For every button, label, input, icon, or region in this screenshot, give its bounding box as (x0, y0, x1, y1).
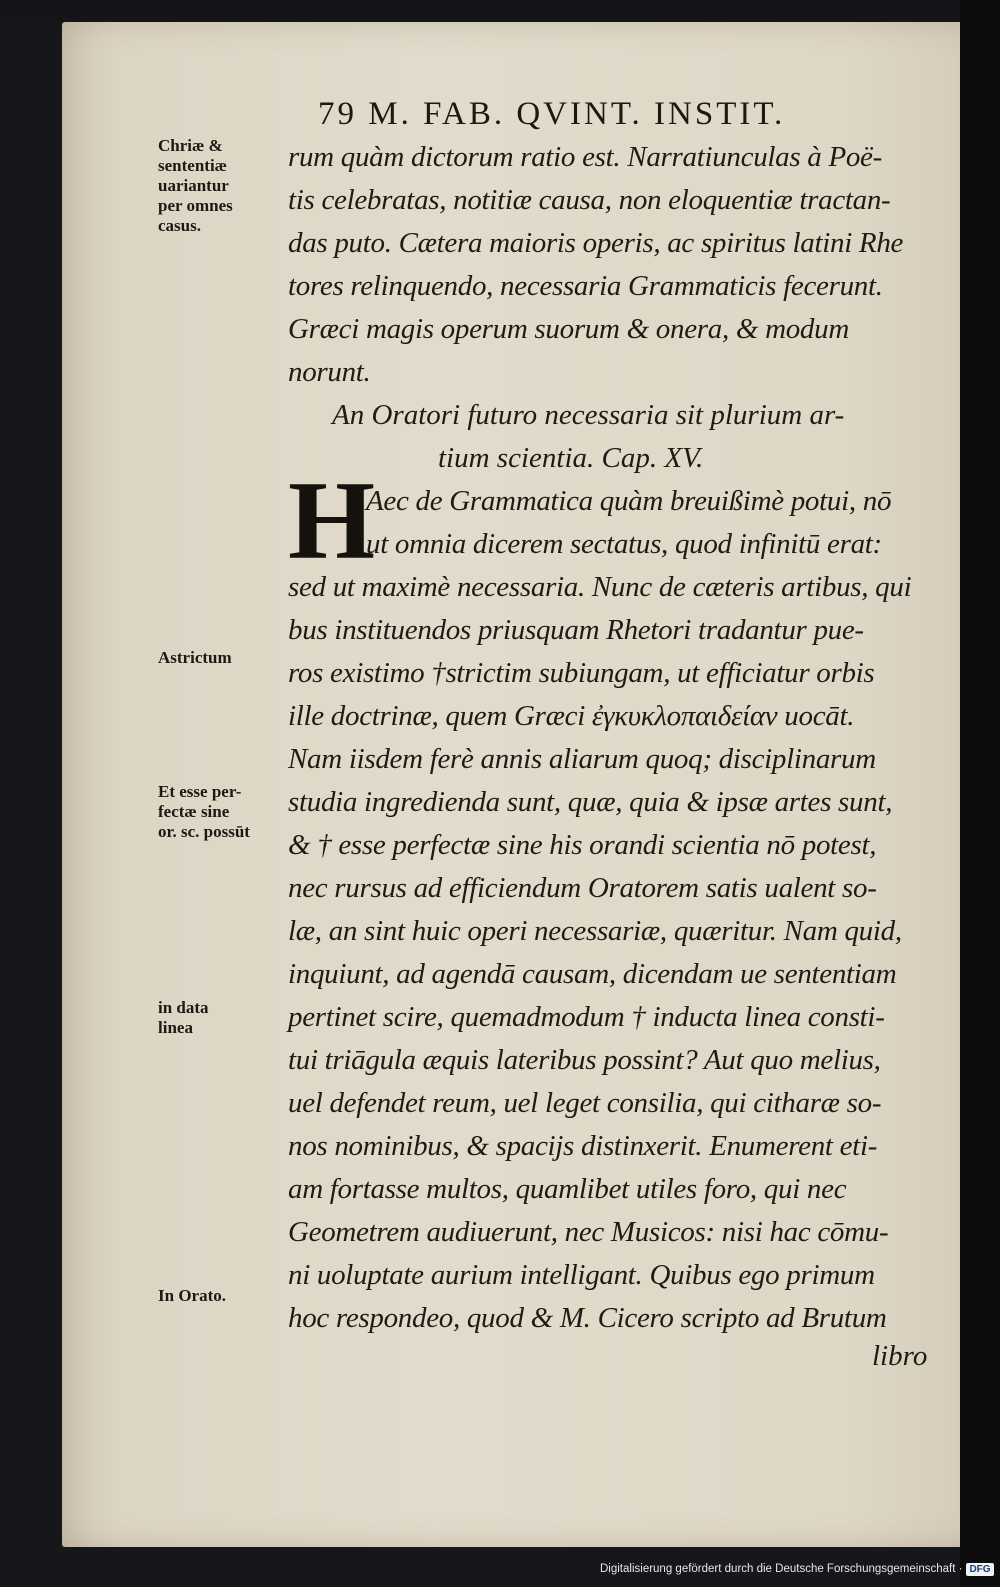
text-line: pertinet scire, quemadmodum † inducta linea consti- (288, 1001, 885, 1033)
text-line: tui triāgula æquis lateribus possint? Aut quo melius, (288, 1044, 881, 1076)
text-line: læ, an sint huic operi necessariæ, quæritur. Nam quid, (288, 915, 902, 947)
text-line: ille doctrinæ, quem Græci ἐγκυκλοπαιδείαν uocāt. (288, 700, 855, 732)
text-line: Aec de Grammatica quàm breuißimè potui, nō (366, 485, 892, 517)
text-line: tores relinquendo, necessaria Grammaticis fecerunt. (288, 270, 883, 302)
text-line: ni uoluptate aurium intelligant. Quibus ego primum (288, 1259, 875, 1291)
marginal-note: in data linea (158, 998, 209, 1037)
text-line: & † esse perfectæ sine his orandi scientia nō potest, (288, 829, 877, 861)
text-line: das puto. Cætera maioris operis, ac spiritus latini Rhe (288, 227, 904, 259)
main-text-block (288, 136, 960, 1340)
text-line: inquiunt, ad agendā causam, dicendam ue sententiam (288, 958, 897, 990)
text-line: ut omnia dicerem sectatus, quod infinitū erat: (366, 528, 882, 560)
marginal-note: Astrictum (158, 648, 232, 667)
scan-top-band (0, 0, 1000, 22)
marginal-note: Chriæ & sententiæ uariantur per omnes casus. (158, 136, 233, 235)
text-line: rum quàm dictorum ratio est. Narratiunculas à Poë- (288, 141, 882, 173)
dfg-logo-icon: DFG (966, 1563, 993, 1576)
text-line: nos nominibus, & spacijs distinxerit. Enumerent eti- (288, 1130, 878, 1162)
drop-cap-initial: H (288, 459, 376, 583)
credit-text: Digitalisierung gefördert durch die Deutsche Forschungsgemeinschaft · (600, 1563, 963, 1575)
marginal-note: In Orato. (158, 1286, 226, 1305)
scan-right-edge (960, 0, 1000, 1587)
text-line: Græci magis operum suorum & onera, & modum (288, 313, 849, 345)
chapter-title-line: An Oratori futuro necessaria sit plurium ar- (332, 399, 845, 431)
chapter-title-line: tium scientia. Cap. XV. (438, 442, 704, 474)
text-line: sed ut maximè necessaria. Nunc de cæteris artibus, qui (288, 571, 912, 603)
text-line: bus instituendos priusquam Rhetori tradantur pue- (288, 614, 864, 646)
text-line: hoc respondeo, quod & M. Cicero scripto ad Brutum (288, 1302, 887, 1334)
text-line: norunt. (288, 356, 371, 388)
text-line: nec rursus ad efficiendum Oratorem satis ualent so- (288, 872, 877, 904)
text-line: am fortasse multos, quamlibet utiles foro, qui nec (288, 1173, 847, 1205)
text-line: Nam iisdem ferè annis aliarum quoq; disciplinarum (288, 743, 876, 775)
text-line: Geometrem audiuerunt, nec Musicos: nisi hac cōmu- (288, 1216, 889, 1248)
running-head: 79 M. FAB. QVINT. INSTIT. (318, 96, 786, 132)
text-line: studia ingredienda sunt, quæ, quia & ipsæ artes sunt, (288, 786, 893, 818)
marginal-note: Et esse per- fectæ sine or. sc. possūt (158, 782, 250, 841)
text-line: ros existimo †strictim subiungam, ut efficiatur orbis (288, 657, 875, 689)
text-line: uel defendet reum, uel leget consilia, qui citharæ so- (288, 1087, 882, 1119)
text-line: tis celebratas, notitiæ causa, non eloquentiæ tractan- (288, 184, 891, 216)
catchword: libro (872, 1340, 928, 1372)
digitization-credit (600, 1557, 990, 1581)
